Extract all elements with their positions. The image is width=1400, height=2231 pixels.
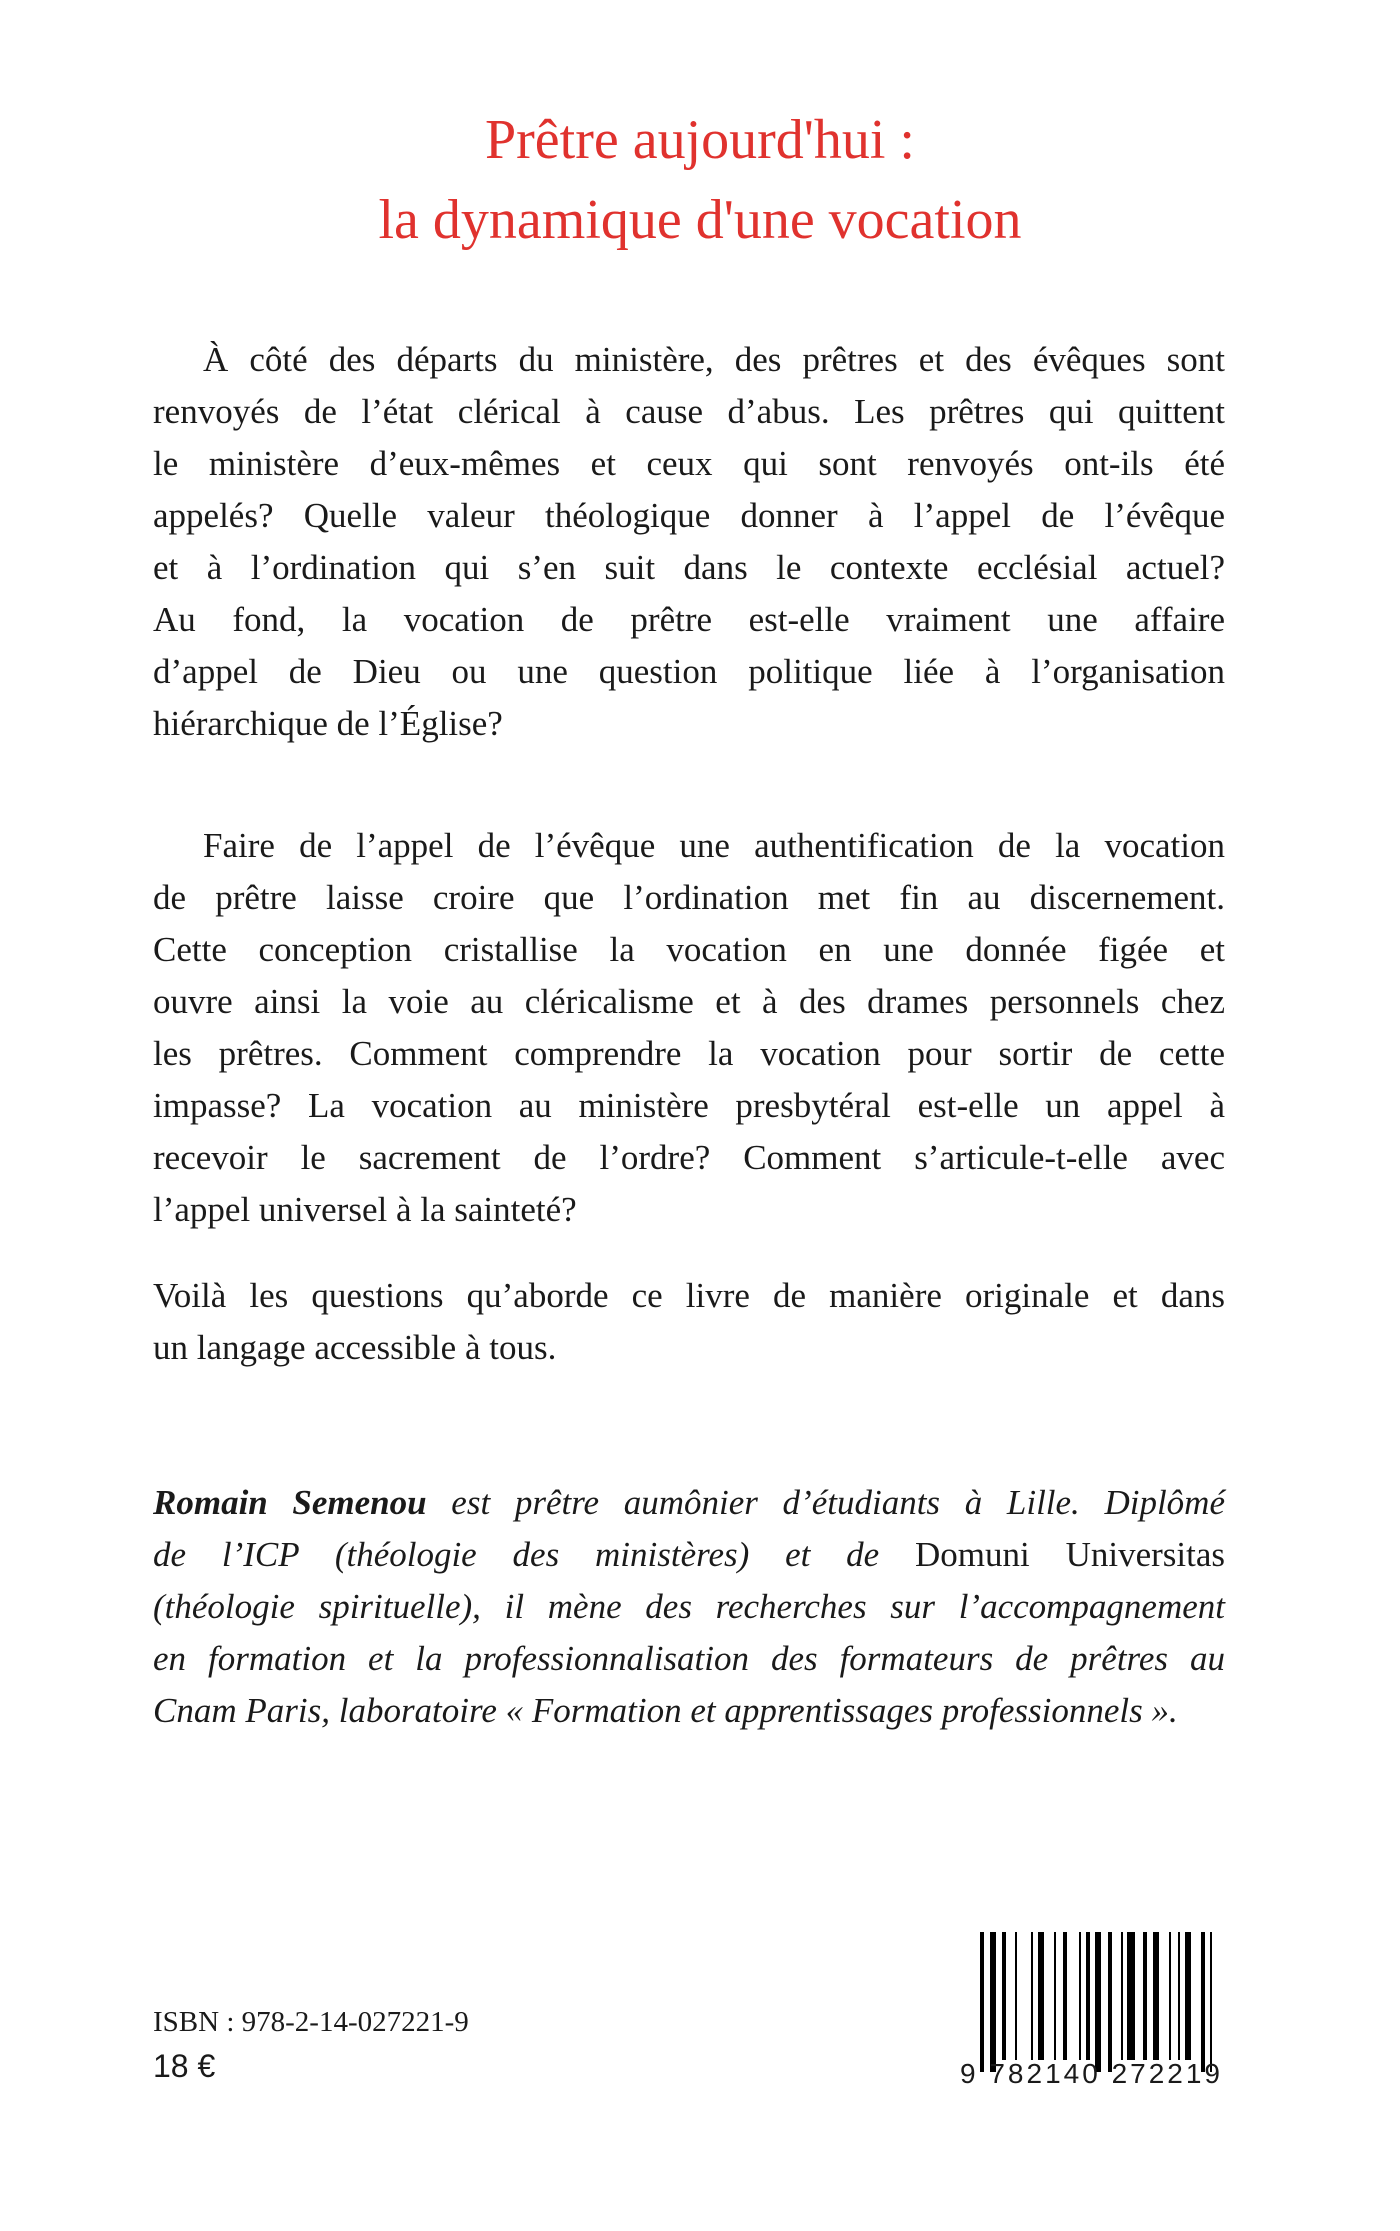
title-line-1: Prêtre aujourd'hui :	[485, 109, 915, 171]
barcode-bar	[1108, 1932, 1112, 2072]
text-line: Cette conception cristallise la vocation en une donnée figée et	[153, 930, 1225, 969]
bio-line: Cnam Paris, laboratoire « Formation et apprentissages professionnels ».	[153, 1691, 1178, 1730]
barcode-digits: 9 782140 272219	[960, 2058, 1223, 2089]
text-line: appelés? Quelle valeur théologique donner à l’appel de l’évêque	[153, 496, 1225, 535]
text-line: recevoir le sacrement de l’ordre? Comment s’articule-t-elle avec	[153, 1138, 1225, 1177]
barcode-bar	[1002, 1932, 1006, 2060]
barcode-bar	[990, 1932, 996, 2072]
title-line-2: la dynamique d'une vocation	[378, 189, 1022, 251]
bio-line: en formation et la professionnalisation des formateurs de prêtres au	[153, 1639, 1225, 1678]
barcode-bar	[1095, 1932, 1101, 2072]
text-line: et à l’ordination qui s’en suit dans le contexte ecclésial actuel?	[153, 548, 1225, 587]
bio-text: de l’ICP (théologie des ministères) et de	[153, 1535, 916, 1574]
author-name: Romain Semenou	[153, 1483, 427, 1522]
text-line: Voilà les questions qu’aborde ce livre de manière originale et dans	[153, 1276, 1225, 1315]
text-line: de prêtre laisse croire que l’ordination met fin au discernement.	[153, 878, 1225, 917]
text-line: l’appel universel à la sainteté?	[153, 1190, 577, 1229]
paragraph-3	[153, 1270, 1225, 1374]
text-line: impasse? La vocation au ministère presbytéral est-elle un appel à	[153, 1086, 1225, 1125]
bio-line	[153, 1529, 1225, 1581]
barcode-bar	[1015, 1932, 1017, 2060]
institution-name: Domuni Universitas	[915, 1535, 1225, 1574]
barcode-bar	[1031, 1932, 1033, 2060]
barcode-bar	[1079, 1932, 1081, 2060]
barcode-bar	[1210, 1932, 1212, 2072]
text-line: d’appel de Dieu ou une question politique liée à l’organisation	[153, 652, 1225, 691]
barcode-bar	[1038, 1932, 1044, 2060]
barcode-bar	[1185, 1932, 1191, 2060]
barcode-bar	[1054, 1932, 1056, 2060]
text-line: Au fond, la vocation de prêtre est-elle vraiment une affaire	[153, 600, 1225, 639]
text-line: Faire de l’appel de l’évêque une authentification de la vocation	[203, 826, 1225, 865]
text-line: hiérarchique de l’Église?	[153, 704, 503, 743]
barcode-bar	[1178, 1932, 1180, 2060]
bio-line: (théologie spirituelle), il mène des recherches sur l’accompagnement	[153, 1587, 1225, 1626]
barcode-bar	[1127, 1932, 1135, 2060]
barcode-bar	[1063, 1932, 1067, 2060]
bio-line	[153, 1477, 1225, 1529]
barcode-bar	[1169, 1932, 1171, 2060]
barcode-bar	[1086, 1932, 1090, 2060]
barcode	[960, 1932, 1252, 2089]
barcode-bar	[980, 1932, 984, 2072]
text-line: À côté des départs du ministère, des prêtres et des évêques sont	[203, 340, 1225, 379]
paragraph-2	[153, 820, 1225, 1236]
barcode-bar	[1201, 1932, 1205, 2072]
text-line: renvoyés de l’état clérical à cause d’abus. Les prêtres qui quittent	[153, 392, 1225, 431]
author-bio	[153, 1477, 1225, 1737]
text-line: les prêtres. Comment comprendre la vocation pour sortir de cette	[153, 1034, 1225, 1073]
text-line: le ministère d’eux-mêmes et ceux qui sont renvoyés ont-ils été	[153, 444, 1225, 483]
isbn: ISBN : 978-2-14-027221-9	[153, 2006, 469, 2038]
text-line: ouvre ainsi la voie au cléricalisme et à des drames personnels chez	[153, 982, 1225, 1021]
bio-text: est prêtre aumônier d’étudiants à Lille. Diplômé	[426, 1483, 1225, 1522]
price: 18 €	[153, 2048, 216, 2084]
barcode-bar	[1143, 1932, 1147, 2060]
text-line: un langage accessible à tous.	[153, 1328, 557, 1367]
barcode-bar	[1121, 1932, 1123, 2060]
book-title	[0, 100, 1400, 260]
barcode-bars	[980, 1932, 1250, 2062]
paragraph-1	[153, 334, 1225, 750]
barcode-bar	[1153, 1932, 1159, 2060]
